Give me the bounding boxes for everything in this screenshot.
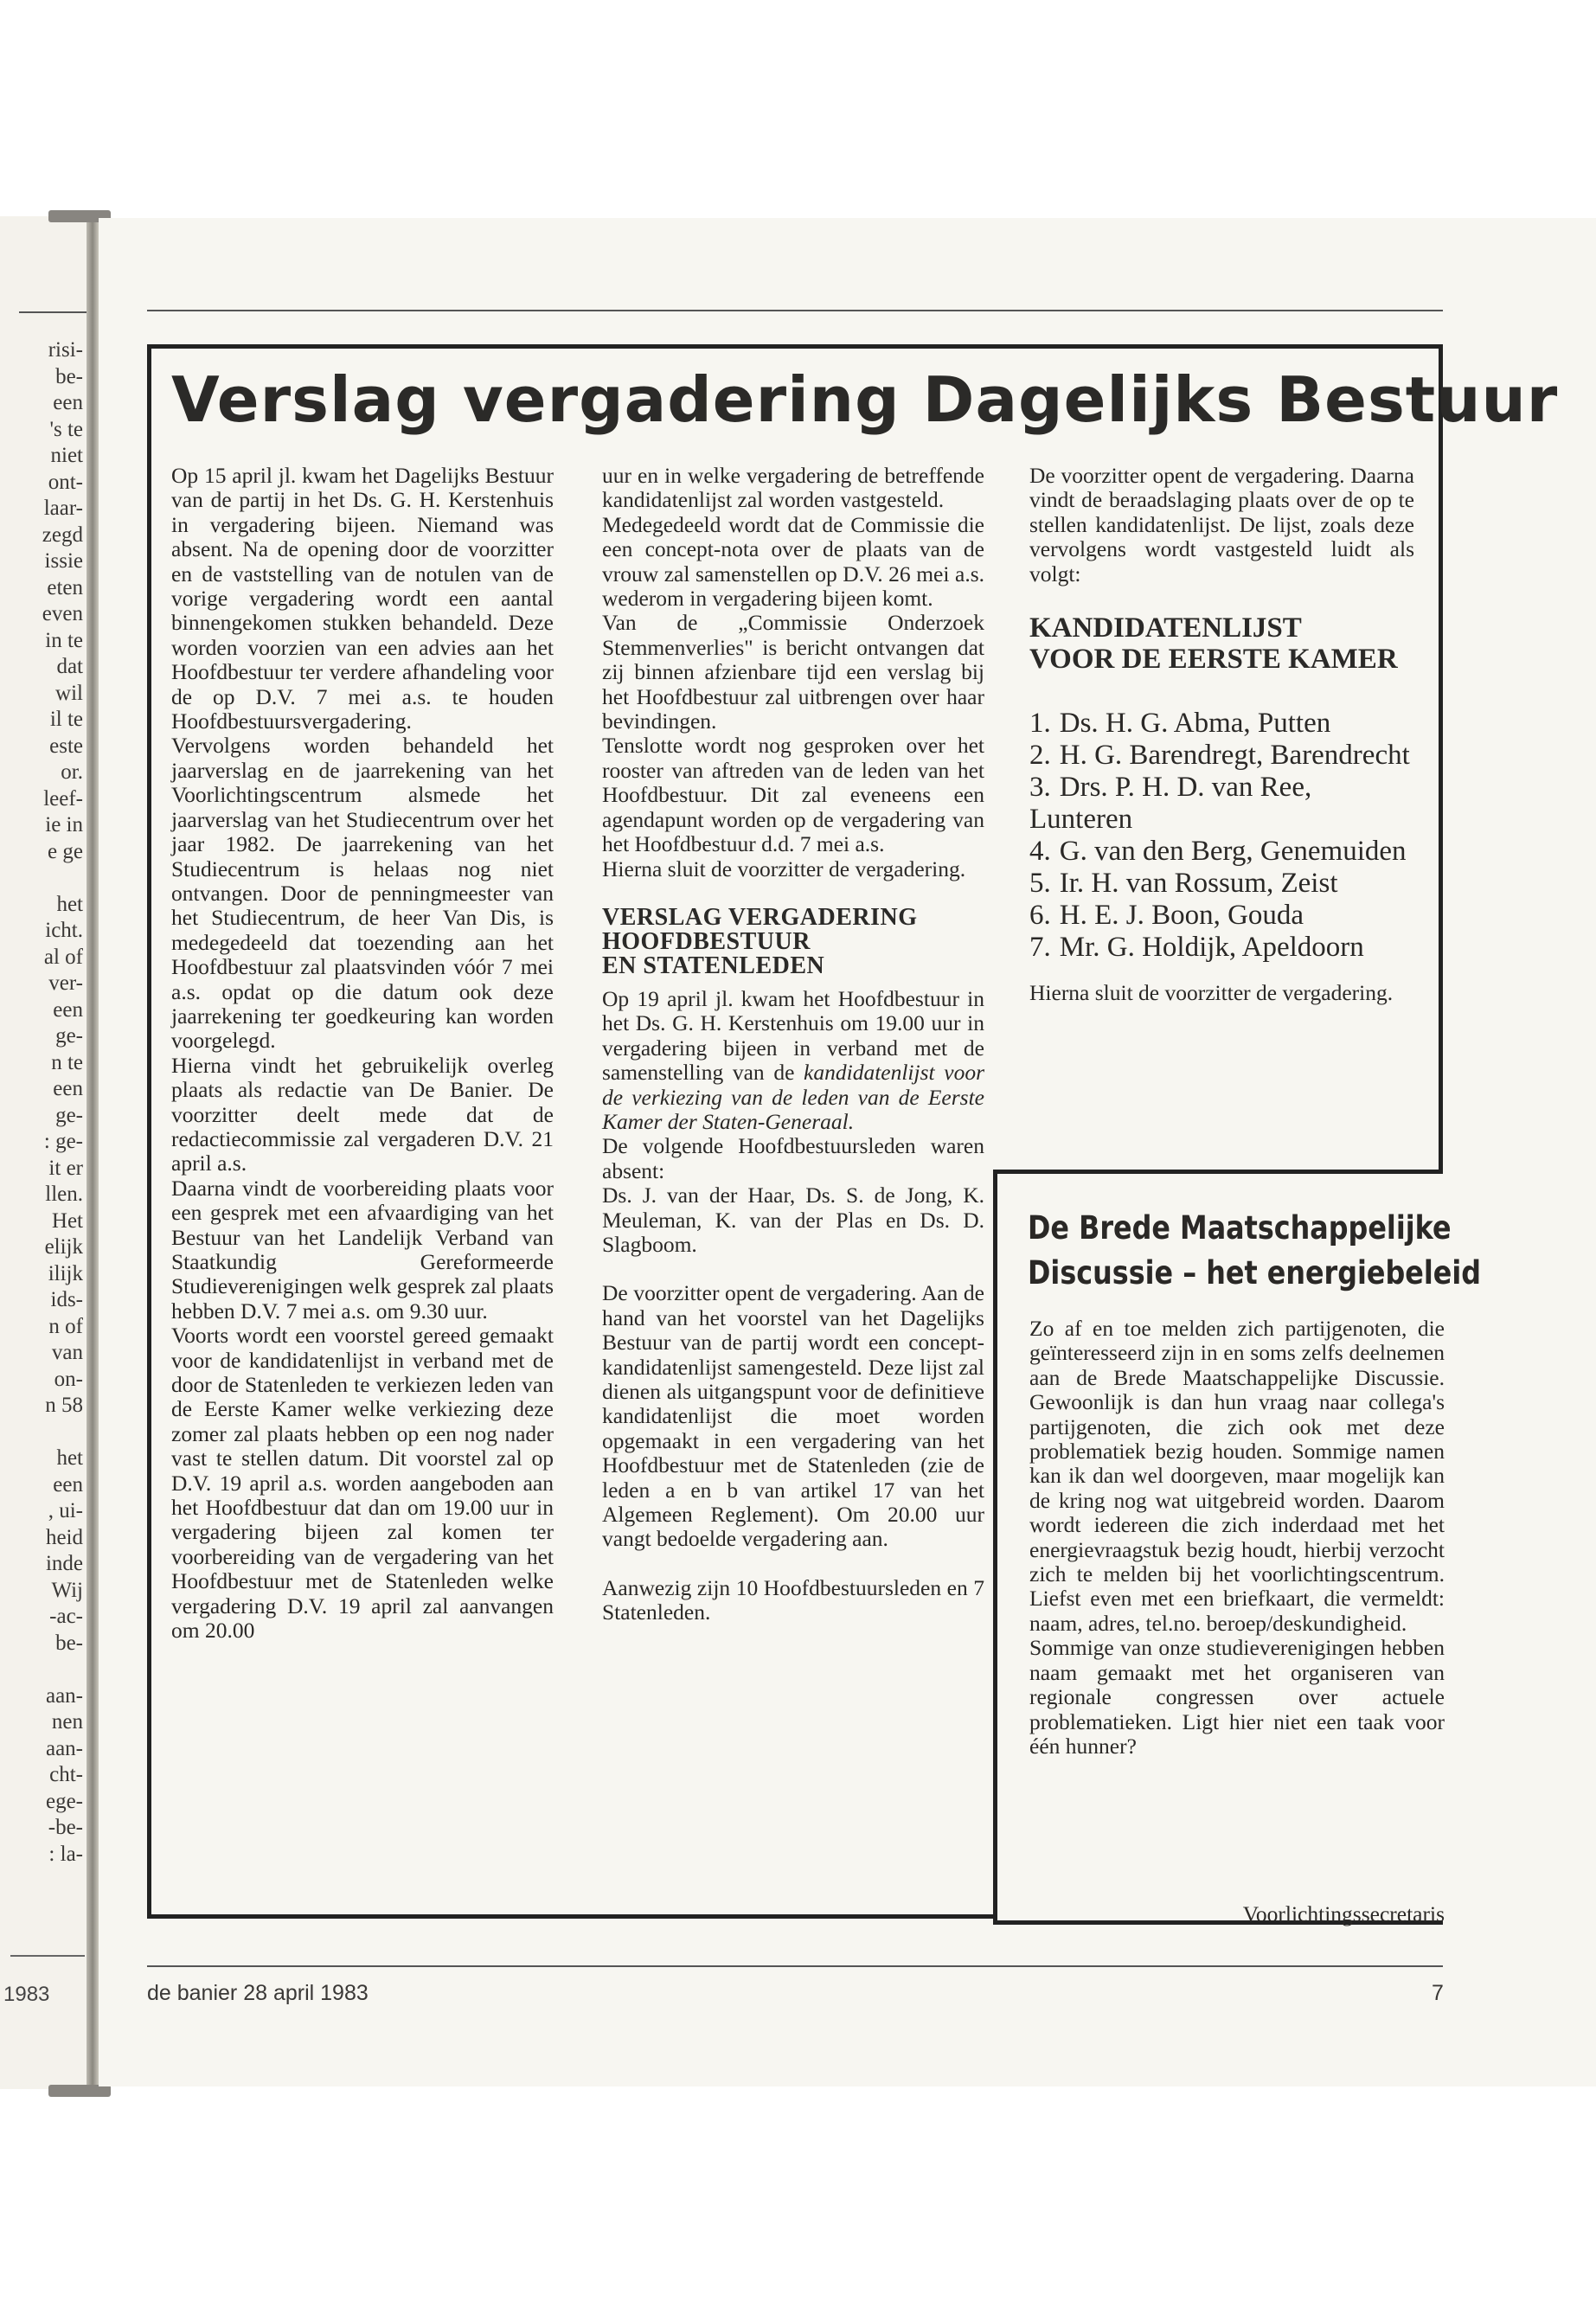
previous-page-fragment: Wij (51, 1578, 83, 1602)
previous-page-fragment: be- (55, 1631, 83, 1655)
previous-page-fragment: dat (56, 655, 83, 678)
col2-intro: Op 19 april jl. kwam het Hoofdbestuur in het Ds. G. H. Kerstenhuis om 19.00 uur in vergadering bijeen in verband met de samenstelling van de (602, 985, 984, 1086)
previous-page-fragment: n 58 (45, 1394, 83, 1417)
previous-page-fragment: risi- (48, 338, 83, 362)
col1-paragraph: Hierna vindt het gebruikelijk overleg plaats als redactie van De Banier. De voorzitter deelt mede dat de redactiecommissie zal vergaderen D.V. 21 april a.s. (171, 1052, 554, 1176)
previous-page-fragment: be- (55, 364, 83, 388)
candidate-item (1029, 708, 1414, 740)
book-spine (87, 216, 99, 2089)
subheading-line: HOOFDBESTUUR (602, 927, 811, 955)
article-title: Verslag vergadering Dagelijks Bestuur (171, 363, 1559, 436)
previous-page-fragment: issie (44, 549, 83, 573)
previous-page-edge (0, 216, 90, 2089)
previous-page-fragment: het (56, 892, 83, 916)
previous-page-fragment: wil (55, 681, 83, 705)
candidate-item (1029, 932, 1414, 964)
previous-page-fragment: or. (61, 760, 83, 784)
previous-page-fragment: eten (47, 575, 83, 599)
box-paragraph: Sommige van onze studieverenigingen hebben naam gemaakt met het organiseren van regionale congressen over actuele problematieken. Ligt hier niet een taak voor één hunner? (1029, 1635, 1445, 1759)
previous-page-fragment: icht. (45, 919, 83, 942)
box-signature: Voorlichtingssecretaris (1242, 1901, 1445, 1926)
previous-page-fragment: ont- (48, 470, 83, 494)
box-title (1028, 1206, 1482, 1296)
previous-page-fragments (42, 337, 83, 1868)
previous-page-fragment: een (53, 1472, 83, 1497)
previous-page-fragment: ge- (55, 1024, 83, 1048)
previous-page-fragment: ilijk (48, 1261, 83, 1285)
previous-page-fragment: zegd (42, 522, 83, 547)
footer-publication: de banier 28 april 1983 (147, 1981, 369, 2005)
candidate-number: 5. (1029, 868, 1051, 900)
col2-paragraph: Hierna sluit de voorzitter de vergadering. (602, 856, 966, 881)
previous-page-fragment: heid (45, 1525, 83, 1549)
col2-paragraph: Tenslotte wordt nog gesproken over het rooster van aftreden van de leden van het Hoofdbestuur. Dit zal eveneens een agendapunt worden op de vergadering van het Hoofdbestuur d.d. 7 mei a.s. (602, 733, 984, 857)
col2-paragraph: Aanwezig zijn 10 Hoofdbestuursleden en 7 Statenleden. (602, 1574, 984, 1625)
candidate-number: 3. (1029, 772, 1051, 804)
previous-page-fragment: : la- (48, 1842, 83, 1866)
col2-paragraph: uur en in welke vergadering de betreffende kandidatenlijst zal worden vastgesteld. (602, 463, 984, 513)
previous-page-fragment (42, 865, 83, 892)
candidate-name: Drs. P. H. D. van Ree, Lunteren (1029, 772, 1312, 836)
previous-page-fragment: este (49, 734, 83, 758)
col2-paragraph: Ds. J. van der Haar, Ds. S. de Jong, K. Meuleman, K. van der Plas en Ds. D. Slagboom. (602, 1183, 984, 1257)
previous-page-fragment: ie in (45, 813, 83, 836)
list-heading-line: VOOR DE EERSTE KAMER (1029, 644, 1398, 676)
previous-page-fragment: elijk (44, 1235, 83, 1259)
top-rule (147, 310, 1443, 311)
box-title-line: De Brede Maatschappelijke (1028, 1209, 1452, 1247)
candidate-number: 4. (1029, 836, 1051, 868)
previous-page-fragment: : ge- (43, 1130, 83, 1153)
col1-paragraph: Daarna vindt de voorbereiding plaats voor een gesprek met een afvaardiging van het Bestuur van het Landelijk Verband van Staatkundig Gereformeerde Studieverenigingen welk gesprek zal plaats hebben D.V. 7 mei a.s. om 9.30 uur. (171, 1175, 554, 1324)
spine-cap-bottom (48, 2085, 111, 2097)
previous-page-fragment: in te (45, 628, 83, 652)
previous-page-fragment: n of (48, 1314, 83, 1338)
candidate-item (1029, 900, 1414, 932)
previous-page-fragment (42, 1420, 83, 1446)
previous-page-fragment: van (51, 1341, 83, 1364)
candidate-number: 6. (1029, 900, 1051, 932)
previous-page-fragment: aan- (45, 1683, 83, 1708)
previous-page-rule (19, 311, 90, 313)
box-text (1029, 1317, 1445, 1759)
list-heading-line: KANDIDATENLIJST (1029, 612, 1302, 644)
candidate-name: H. G. Barendregt, Barendrecht (1059, 740, 1410, 772)
candidate-name: G. van den Berg, Genemuiden (1059, 836, 1407, 868)
previous-page-fragment: aan- (45, 1736, 83, 1760)
previous-page-fragment: inde (45, 1552, 83, 1575)
col3-intro: De voorzitter opent de vergadering. Daarna vindt de beraadslaging plaats over de op te stellen kandidatenlijst. De lijst, zoals deze vervolgens wordt vastgesteld luidt als volgt: (1029, 463, 1414, 586)
previous-page-year: 1983 (3, 1983, 50, 2006)
column-3 (1029, 464, 1414, 1005)
col1-paragraph: Op 15 april jl. kwam het Dagelijks Bestuur van de partij in het Ds. G. H. Kerstenhuis in vergadering bijeen. Niemand was absent. Na de opening door de voorzitter en de vaststelling van de notulen van de vorige vergadering wordt een aantal binnengekomen stukken behandeld. Deze worden voorzien van een advies aan het Hoofdbestuur ter verdere afhandeling voor de op D.V. 7 mei a.s. te houden Hoofdbestuursvergadering. (171, 463, 554, 734)
col3-close: Hierna sluit de voorzitter de vergadering. (1029, 980, 1394, 1006)
col2-italic: kandidatenlijst voor de verkiezing van de leden van de Eerste Kamer der Staten-Generaal. (602, 1060, 984, 1134)
previous-page-fragment: een (53, 391, 83, 414)
col2-paragraph: De voorzitter opent de vergadering. Aan de hand van het voorstel van het Dagelijks Bestuur van de partij wordt een concept-kandidatenlijst samengesteld. Deze lijst zal dienen als uitgangspunt voor de definitieve kandidatenlijst die moet worden opgemaakt in een vergadering van het Hoofdbestuur met de Statenleden (zie de leden a en b van artikel 17 van het Algemeen Reglement). Om 20.00 uur vangt bedoelde vergadering aan. (602, 1280, 984, 1552)
previous-page-fragment: ge- (55, 1103, 83, 1127)
previous-page-fragment: llen. (45, 1183, 83, 1206)
col2-paragraph: Van de „Commissie Onderzoek Stemmenverlies" is bericht ontvangen dat zij binnen afzienbare tijd een verslag bij het Hoofdbestuur zal uitbrengen over haar bevindingen. (602, 610, 984, 734)
previous-page-fragment: n te (51, 1050, 83, 1074)
previous-page-fragment: , ui- (48, 1499, 83, 1522)
previous-page-fragment: ids- (50, 1288, 83, 1311)
page-number: 7 (1432, 1981, 1444, 2005)
subheading-line: EN STATENLEDEN (602, 952, 825, 979)
previous-page-fragment: il te (49, 708, 83, 731)
previous-page-fragment: -be- (48, 1816, 83, 1839)
col1-paragraph: Vervolgens worden behandeld het jaarverslag en de jaarrekening van het Voorlichtingscentrum alsmede het jaarverslag van het Studiecentrum over het jaar 1982. De jaarrekening van het Studiecentrum is helaas nog niet ontvangen. Door de penningmeester van het Studiecentrum, de heer Van Dis, is medegedeeld dat toezending aan het Hoofdbestuur zal plaatsvinden vóór 7 mei a.s. opdat op die datum ook deze jaarrekening ter goedkeuring kan worden voorgelegd. (171, 733, 554, 1054)
candidate-number: 1. (1029, 708, 1051, 740)
bottom-rule (147, 1965, 1443, 1967)
previous-page-fragment: het (56, 1446, 83, 1470)
candidate-number: 2. (1029, 740, 1051, 772)
previous-page-fragment: laar- (43, 497, 83, 520)
previous-page-fragment (42, 1657, 83, 1683)
candidate-list (1029, 708, 1414, 964)
previous-page-fragment: Het (51, 1208, 83, 1233)
previous-page-fragment: cht- (49, 1763, 83, 1786)
previous-page-fragment: e ge (48, 839, 83, 863)
previous-page-fragment: nen (51, 1710, 83, 1734)
previous-page-fragment: leef- (43, 786, 83, 811)
col2-paragraph: Medegedeeld wordt dat de Commissie die een concept-nota over de plaats van de vrouw zal samenstellen op D.V. 26 mei a.s. wederom in vergadering bijeen komt. (602, 511, 984, 612)
previous-page-fragment: 's te (49, 417, 83, 441)
previous-page-fragment: ege- (45, 1789, 83, 1813)
candidate-name: Ds. H. G. Abma, Putten (1059, 708, 1331, 740)
candidate-item (1029, 772, 1414, 836)
column-1 (171, 464, 554, 1644)
subheading-line: VERSLAG VERGADERING (602, 903, 918, 931)
box-paragraph: Zo af en toe melden zich partijgenoten, die geïnteresseerd zijn in en soms zelfs deelnemen aan de Brede Maatschappelijke Discussie. Gewoonlijk is dan hun vraag naar collega's partijgenoten, die zich ook met deze problematiek bezig houden. Sommige namen kan ik dan wel doorgeven, maar mogelijk kan de kring nog wat uitgebreid worden. Daarom wordt iedereen die zich inderdaad met het energievraagstuk bezig houdt, hierbij verzocht zich te melden bij het voorlichtingscentrum. Liefst even met een briefkaart, die vermeldt: naam, adres, tel.no. beroep/deskundigheid. (1029, 1316, 1445, 1636)
column-2 (602, 464, 984, 1625)
candidate-name: Ir. H. van Rossum, Zeist (1059, 868, 1338, 900)
previous-page-fragment: ver- (48, 971, 83, 995)
previous-page-fragment: al of (43, 945, 83, 969)
candidate-item (1029, 740, 1414, 772)
previous-page-fragment: een (53, 1077, 83, 1100)
candidate-list-heading (1029, 612, 1414, 675)
candidate-item (1029, 836, 1414, 868)
col2-paragraph: De volgende Hoofdbestuursleden waren absent: (602, 1133, 984, 1183)
candidate-item (1029, 868, 1414, 900)
previous-page-bottom-rule (10, 1955, 85, 1957)
previous-page-fragment: een (53, 997, 83, 1022)
previous-page-fragment: it er (48, 1156, 83, 1180)
previous-page-fragment: niet (50, 444, 83, 467)
candidate-number: 7. (1029, 932, 1051, 964)
previous-page-fragment: on- (54, 1367, 83, 1391)
box-title-line: Discussie – het energiebeleid (1028, 1254, 1482, 1292)
candidate-name: H. E. J. Boon, Gouda (1059, 900, 1304, 932)
previous-page-fragment: even (42, 602, 83, 625)
previous-page-fragment: -ac- (49, 1605, 83, 1628)
article-frame-bottom (147, 1914, 997, 1919)
subheading-hoofdbestuur (602, 903, 984, 979)
col2-paragraph (602, 987, 984, 1134)
candidate-name: Mr. G. Holdijk, Apeldoorn (1059, 932, 1364, 964)
col1-paragraph: Voorts wordt een voorstel gereed gemaakt voor de kandidatenlijst in verband met de door de Statenleden te verkiezen leden van de Eerste Kamer welke verkiezing deze zomer zal plaats hebben op een nog nader vast te stellen datum. Dit voorstel zal op D.V. 19 april a.s. worden aangeboden aan het Hoofdbestuur dat dan om 19.00 uur in vergadering bijeen zal komen ter voorbereiding van de vergadering van het Hoofdbestuur met de Statenleden welke vergadering D.V. 19 april zal aanvangen om 20.00 (171, 1323, 554, 1644)
